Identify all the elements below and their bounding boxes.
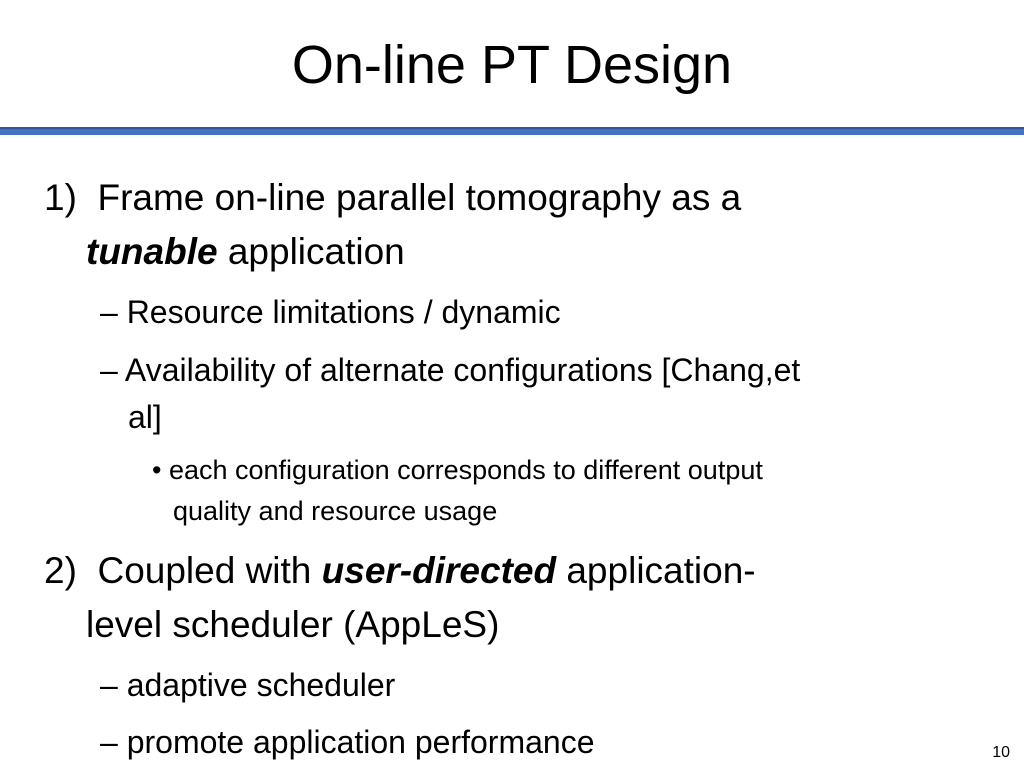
item2-marker: 2): [44, 550, 77, 591]
item1-sub1-text: Resource limitations / dynamic: [126, 294, 561, 330]
item2-sub2-dash: –: [100, 724, 118, 760]
item1-emphasis: tunable: [86, 231, 218, 272]
item1-text-line2: application: [227, 231, 405, 272]
item2-text-after: application-: [566, 550, 756, 591]
item2-sub2: [100, 722, 595, 762]
item1-marker: 1): [44, 177, 77, 218]
item1-sub2-line2: [128, 397, 162, 437]
item2-sub1: [100, 665, 395, 705]
item2-sub1-dash: –: [100, 667, 118, 703]
item2-sub1-text: adaptive scheduler: [126, 667, 396, 703]
item1-line2: [86, 229, 405, 275]
item2-sub2-text: promote application performance: [126, 724, 595, 760]
bullet-marker: •: [152, 455, 162, 485]
item1-sub2-bullet-line1: [152, 453, 763, 487]
item1-text-line1: Frame on-line parallel tomography as a: [97, 177, 742, 218]
item1-line1: [44, 175, 741, 221]
item1-sub2-text-line1: Availability of alternate configurations [Chang,et: [124, 352, 801, 388]
item1-sub1-dash: –: [100, 294, 118, 330]
item1-sub2-dash: –: [100, 352, 118, 388]
item2-line1: [44, 548, 756, 594]
item2-emphasis: user-directed: [321, 550, 557, 591]
item1-sub2-bullet-line2: [173, 494, 497, 528]
item1-sub1: [100, 292, 561, 332]
page-number: 10: [992, 744, 1010, 761]
item2-line2: [86, 602, 499, 648]
item1-sub2-text-line2: al]: [128, 399, 162, 435]
item1-sub2-line1: [100, 350, 800, 390]
item1-sub2-bullet-text-line1: each configuration corresponds to different output: [168, 455, 763, 485]
item2-text-line2: level scheduler (AppLeS): [86, 604, 500, 645]
item2-text-before: Coupled with: [97, 550, 312, 591]
slide-title: On-line PT Design: [291, 35, 733, 95]
item1-sub2-bullet-text-line2: quality and resource usage: [173, 496, 498, 526]
